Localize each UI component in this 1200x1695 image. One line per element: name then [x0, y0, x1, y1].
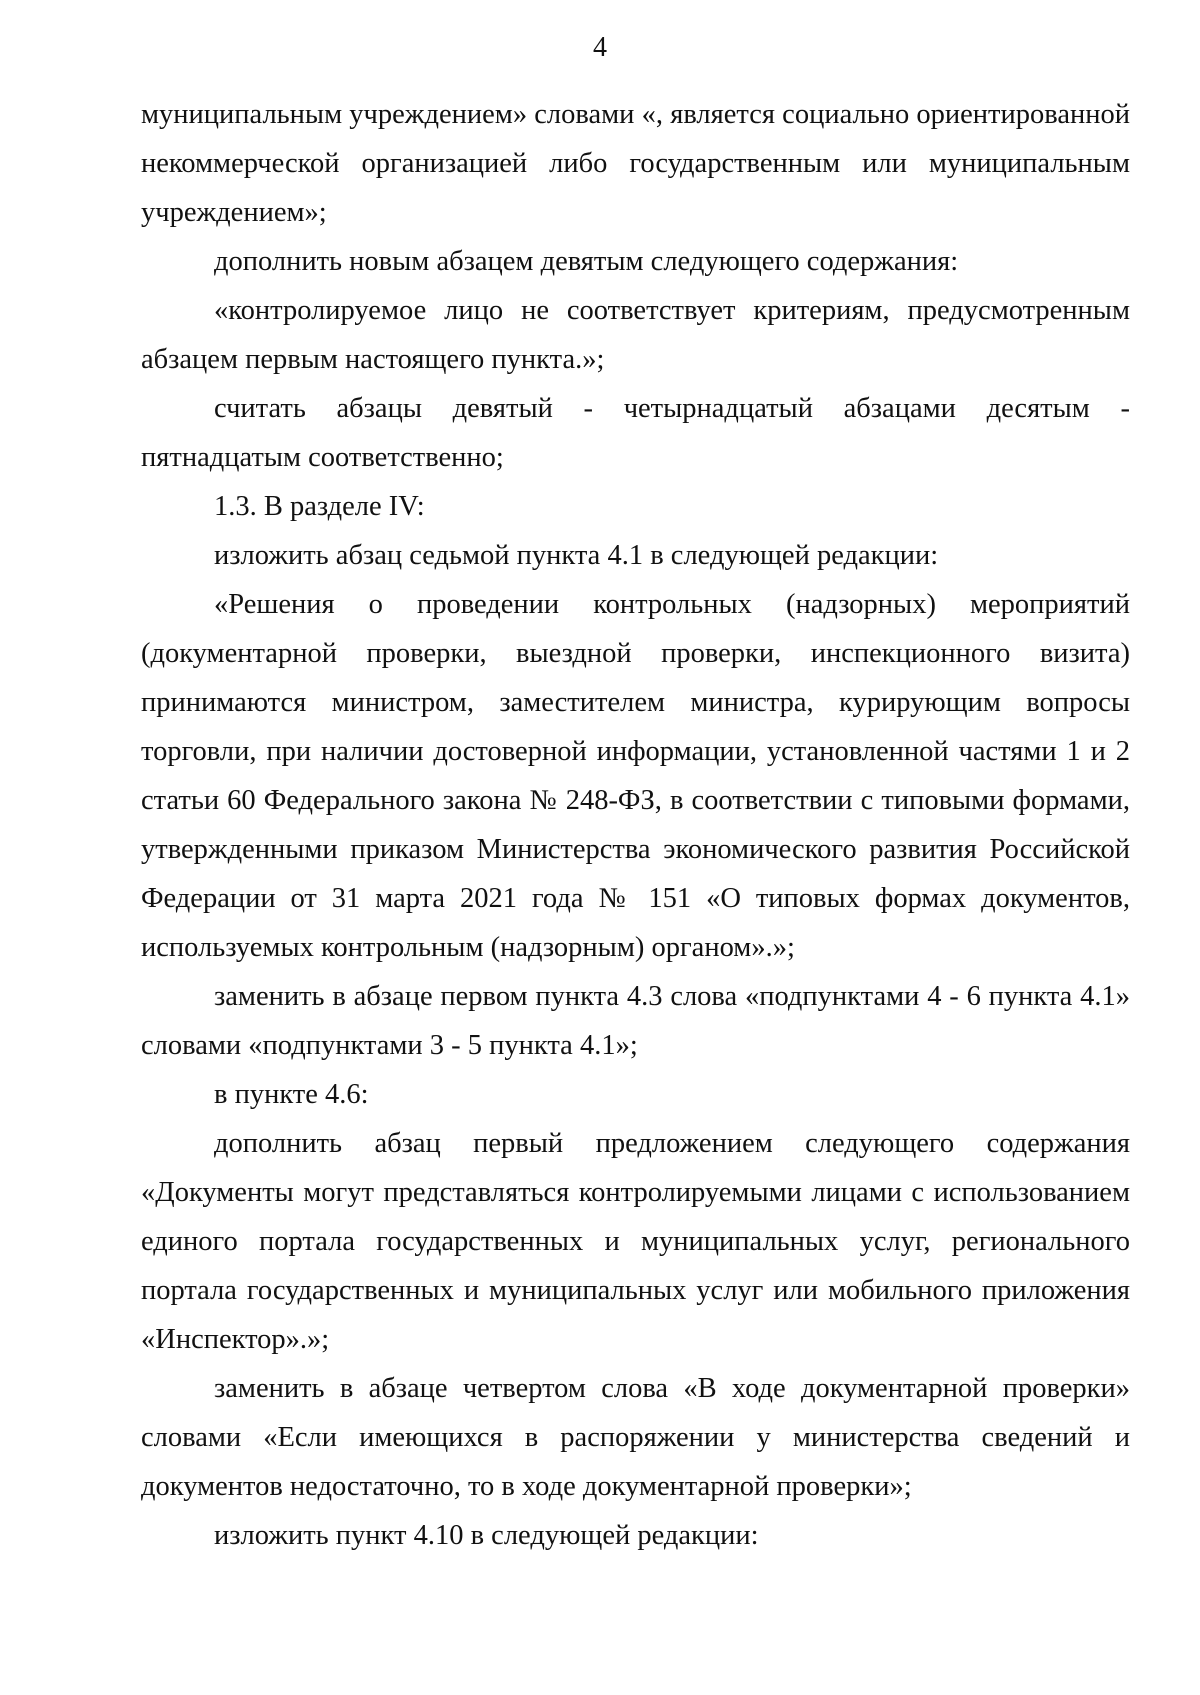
paragraph: 1.3. В разделе IV:	[214, 491, 425, 522]
paragraph: изложить абзац седьмой пункта 4.1 в следующей редакции:	[214, 540, 939, 571]
paragraph: в пункте 4.6:	[214, 1079, 369, 1110]
paragraph: считать абзацы девятый - четырнадцатый абзацами десятым - пятнадцатым соответственно;	[141, 393, 1130, 473]
page-number: 4	[593, 32, 607, 63]
paragraph: дополнить новым абзацем девятым следующего содержания:	[214, 246, 959, 277]
paragraph: дополнить абзац первый предложением следующего содержания «Документы могут представляться контролируемыми лицами с использованием единого портала государственных и муниципальных услуг, регионального портала государственных и муниципальных услуг или мобильного приложения «Инспектор».»;	[141, 1128, 1130, 1355]
paragraph: «Решения о проведении контрольных (надзорных) мероприятий (документарной проверки, выездной проверки, инспекционного визита) принимаются министром, заместителем министра, курирующим вопросы торговли, при наличии достоверной информации, установленной частями 1 и 2 статьи 60 Федерального закона № 248-ФЗ, в соответствии с типовыми формами, утвержденными приказом Министерства экономического развития Российской Федерации от 31 марта 2021 года № 151 «О типовых формах документов, используемых контрольным (надзорным) органом».»;	[141, 589, 1130, 963]
paragraph: заменить в абзаце первом пункта 4.3 слова «подпунктами 4 - 6 пункта 4.1» словами «подпунктами 3 - 5 пункта 4.1»;	[141, 981, 1130, 1061]
paragraph: муниципальным учреждением» словами «, является социально ориентированной некоммерческой организацией либо государственным или муниципальным учреждением»;	[141, 99, 1130, 228]
document-body	[141, 90, 1130, 1560]
paragraph: изложить пункт 4.10 в следующей редакции:	[214, 1520, 759, 1551]
paragraph: заменить в абзаце четвертом слова «В ходе документарной проверки» словами «Если имеющихся в распоряжении у министерства сведений и документов недостаточно, то в ходе документарной проверки»;	[141, 1373, 1130, 1502]
paragraph: «контролируемое лицо не соответствует критериям, предусмотренным абзацем первым настоящего пункта.»;	[141, 295, 1130, 375]
